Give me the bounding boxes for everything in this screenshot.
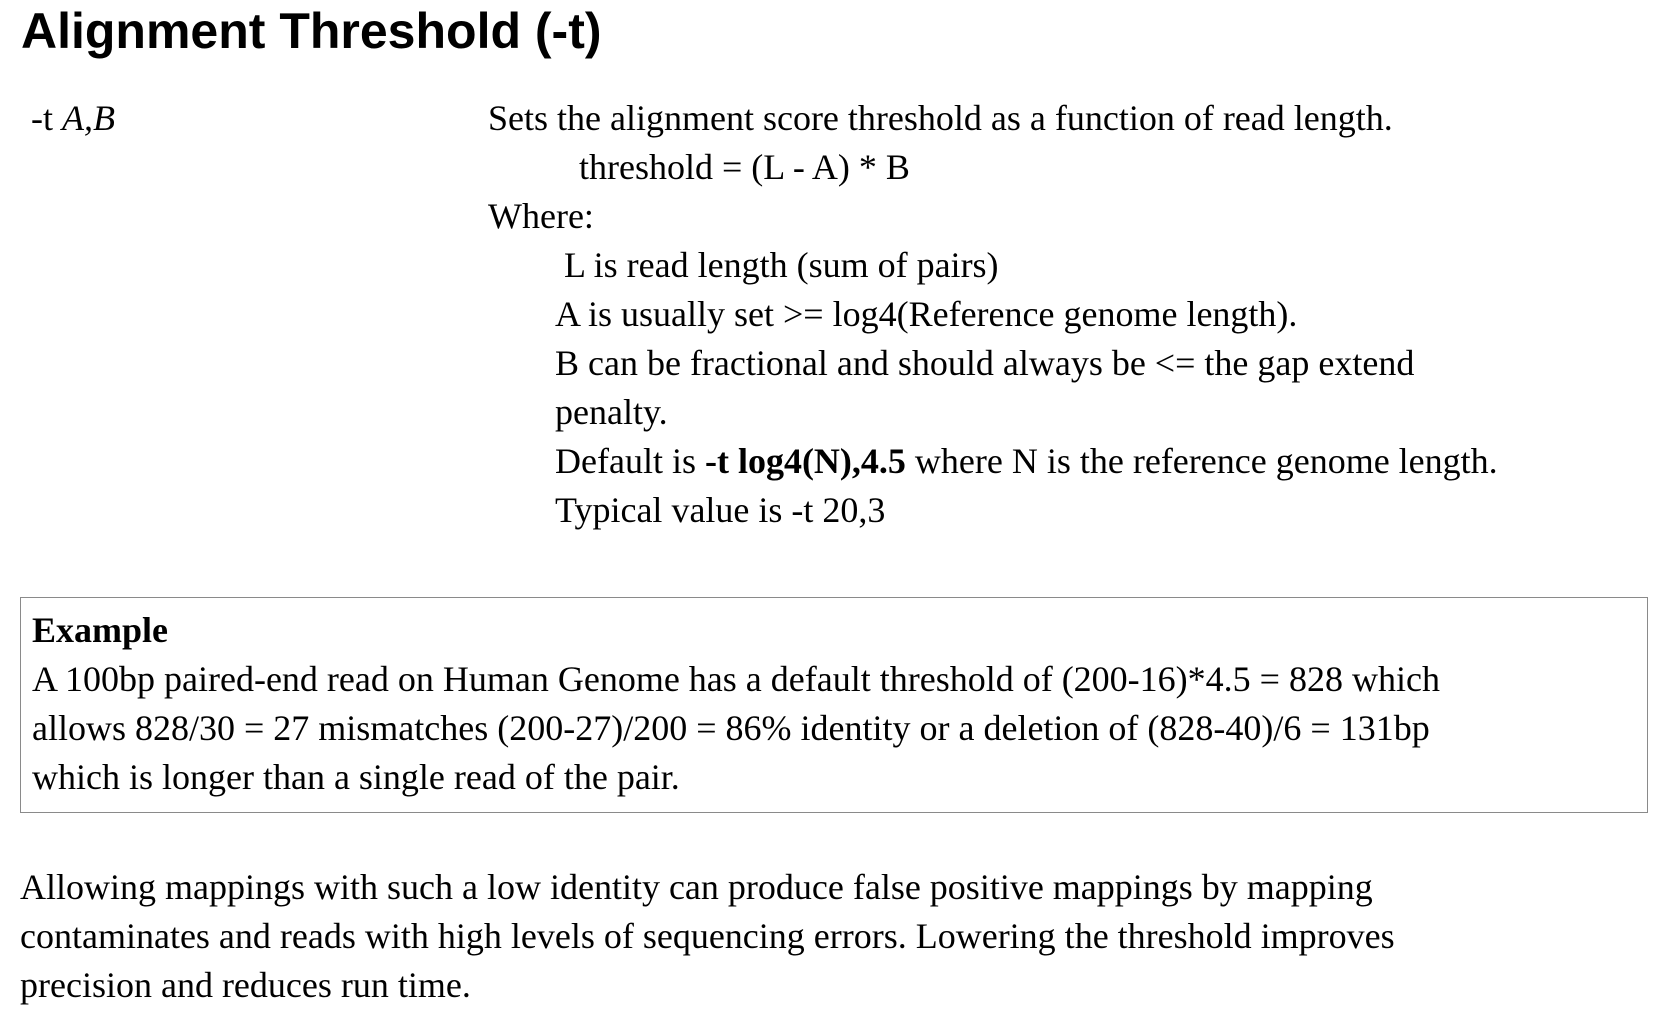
example-line: which is longer than a single read of the pair. <box>32 757 680 797</box>
example-box <box>20 597 1648 813</box>
threshold-formula: threshold = (L - A) * B <box>579 147 910 187</box>
default-suffix: where N is the reference genome length. <box>905 441 1498 481</box>
footer-line: precision and reduces run time. <box>20 965 471 1005</box>
description-intro: Sets the alignment score threshold as a function of read length. <box>488 98 1393 138</box>
example-heading: Example <box>32 610 169 650</box>
where-item-b: B can be fractional and should always be <= the gap extend <box>555 343 1415 383</box>
example-line: allows 828/30 = 27 mismatches (200-27)/200 = 86% identity or a deletion of (828-40)/6 = 131bp <box>32 708 1430 748</box>
example-content <box>32 606 1637 802</box>
footer-line: contaminates and reads with high levels of sequencing errors. Lowering the threshold improves <box>20 916 1395 956</box>
option-args: A,B <box>62 98 115 138</box>
typical-line: Typical value is -t 20,3 <box>555 490 886 530</box>
option-signature <box>31 94 115 143</box>
example-line: A 100bp paired-end read on Human Genome has a default threshold of (200-16)*4.5 = 828 which <box>32 659 1440 699</box>
default-value: -t log4(N),4.5 <box>704 441 906 481</box>
default-line <box>488 437 1653 486</box>
option-description <box>488 94 1653 535</box>
where-label: Where: <box>488 196 594 236</box>
default-prefix: Default is <box>555 441 705 481</box>
where-item-b-cont: penalty. <box>555 392 668 432</box>
option-flag: -t <box>31 98 53 138</box>
where-item-l: L is read length (sum of pairs) <box>564 245 999 285</box>
where-item-a: A is usually set >= log4(Reference genome length). <box>555 294 1298 334</box>
page-title: Alignment Threshold (-t) <box>21 3 602 59</box>
footer-line: Allowing mappings with such a low identity can produce false positive mappings by mapping <box>20 867 1373 907</box>
footer-paragraph <box>20 863 1395 1010</box>
